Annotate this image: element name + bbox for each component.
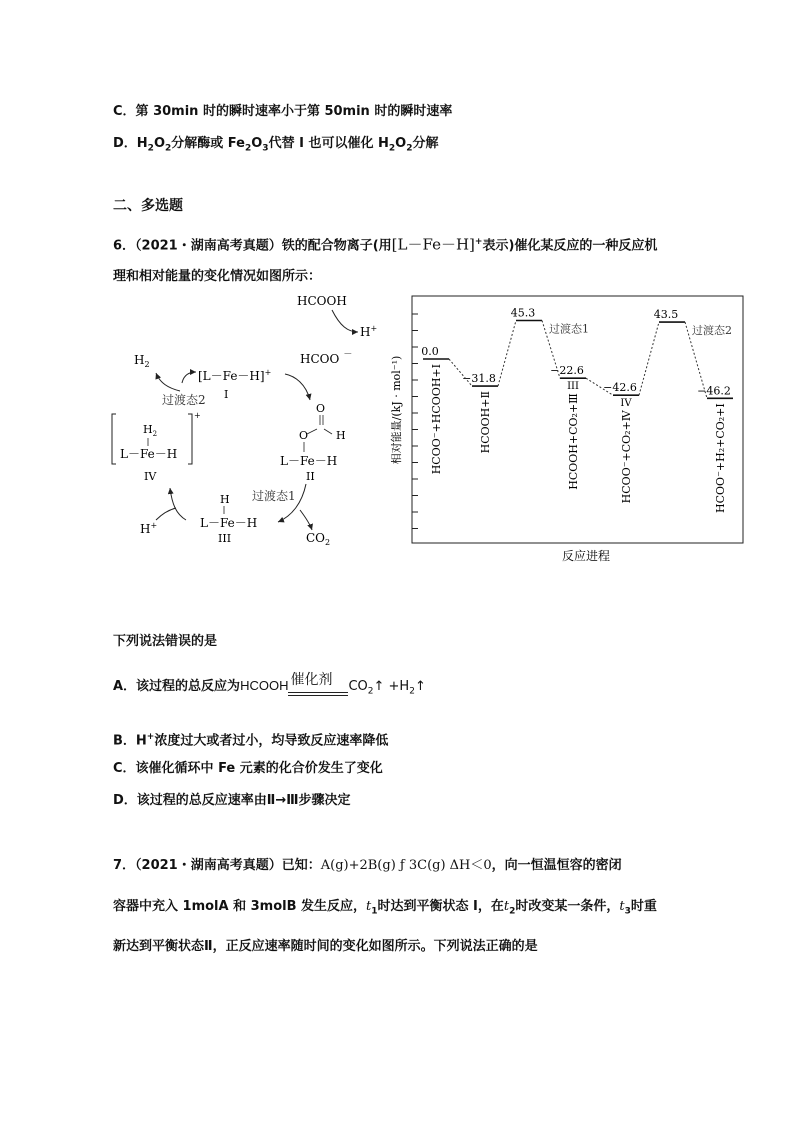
species-3-lfeh: L－Fe－H — [200, 516, 258, 530]
species-4-h2: $H_2$ — [143, 423, 158, 438]
energy-value-label: −46.2 — [697, 384, 731, 398]
stem-text: 时改变某一条件， — [515, 899, 620, 914]
path-connector — [639, 322, 659, 395]
q6-stem-line1 — [113, 233, 657, 255]
stem-text: 容器中充入 1molA 和 3molB 发生反应， — [113, 899, 367, 914]
catalyst-label: 催化剂 — [290, 671, 333, 688]
t1-symbol: t — [366, 899, 372, 914]
species-2-h: H — [336, 429, 346, 442]
species-label: HCOO⁻+H₂+CO₂+Ⅰ — [714, 403, 727, 513]
q6-option-a — [113, 671, 426, 701]
x-axis-label: 反应进程 — [561, 549, 611, 563]
option-text: 浓度过大或者过小，均导致反应速率降低 — [154, 733, 389, 749]
sub: 2 — [165, 143, 172, 154]
reactant: HCOOH — [240, 678, 289, 693]
q6-prompt: 下列说法错误的是 — [113, 634, 218, 649]
hcooh-label: HCOOH — [297, 294, 347, 308]
species-4-lfeh: L－Fe－H — [120, 447, 178, 461]
text-part: 分解 — [412, 136, 439, 151]
stem-text: 6．（2021・湖南高考真题）铁的配合物离子(用 — [113, 238, 392, 254]
co2-release-arrow — [300, 510, 312, 530]
eq-line-top — [288, 692, 348, 693]
stem-text: 时达到平衡状态 I，在 — [377, 899, 504, 914]
species-label: HCOO⁻+CO₂+Ⅳ — [620, 410, 633, 504]
sup: + — [146, 732, 155, 742]
ts1-label-cycle: 过渡态1 — [252, 489, 296, 503]
q6-option-d: D．该过程的总反应速率由Ⅱ→Ⅲ步骤决定 — [113, 793, 351, 808]
equilibrium-equation: A(g)+2B(g) ƒ 3C(g) ΔH＜0 — [320, 858, 492, 873]
t3-symbol: t — [619, 899, 625, 914]
co2-label: $CO_2$ — [306, 531, 331, 547]
energy-value-label: 0.0 — [421, 345, 439, 358]
species-4-number: IV — [144, 470, 157, 483]
energy-value-label: −22.6 — [550, 364, 584, 378]
q7-line2 — [113, 898, 657, 921]
stem-text: 表示)催化某反应的一种反应机 — [482, 238, 658, 254]
species-label: HCOO⁻+HCOOH+Ⅰ — [430, 364, 443, 475]
text-part: O — [153, 136, 165, 151]
bond — [307, 429, 317, 434]
product-plus: ↑ +H — [373, 679, 410, 694]
species-1-number: I — [224, 388, 229, 401]
gas-arrow: ↑ — [414, 679, 426, 694]
y-ticks — [412, 314, 418, 529]
energy-value-label: 43.5 — [653, 308, 679, 322]
option-text: A．该过程的总反应为 — [113, 679, 241, 694]
species-2-lfeh: L－Fe－H — [280, 454, 338, 468]
sub: 1 — [371, 906, 378, 917]
bond — [324, 429, 332, 434]
sub: 2 — [509, 906, 516, 917]
cycle-arrow-iii-to-iv — [170, 488, 186, 520]
species-2-o-mid: O — [299, 429, 309, 442]
q6-option-c: C．该催化循环中 Fe 元素的化合价发生了变化 — [113, 761, 383, 776]
species-label: HCOOH+CO₂+Ⅲ — [567, 393, 580, 490]
sub: 2 — [244, 143, 252, 154]
q6-option-b — [113, 728, 388, 750]
transition-state-label: 过渡态1 — [549, 322, 589, 336]
sub: 2 — [409, 686, 415, 697]
path-connector — [498, 320, 516, 386]
section-title: 二、多选题 — [113, 198, 183, 214]
intermediate-number: IV — [620, 398, 632, 410]
option-text: B．H — [113, 733, 147, 749]
sub: 2 — [388, 143, 396, 154]
bracket-left — [112, 414, 116, 464]
intermediate-number: III — [567, 381, 579, 393]
h2-label: $H_2$ — [134, 353, 150, 369]
formate-label: HCOO － — [300, 350, 353, 366]
transition-state-label: 过渡态2 — [692, 324, 732, 338]
text-part: 也可以催化 H — [308, 136, 389, 151]
energy-value-label: −31.8 — [462, 372, 496, 386]
energy-value-label: −42.6 — [603, 381, 637, 395]
reaction-equation — [240, 671, 426, 701]
energy-value-label: 45.3 — [510, 306, 536, 320]
ts2-label-cycle: 过渡态2 — [162, 393, 206, 407]
eq-line-bottom — [288, 695, 348, 696]
deprotonation-arrow — [332, 310, 358, 332]
sub: 2 — [147, 143, 154, 154]
prev-option-d — [113, 135, 438, 158]
text-part: 分解酶或 Fe — [171, 136, 245, 151]
text-part: 代替 I — [268, 136, 304, 151]
stem-text: 7．（2021・湖南高考真题）已知： — [113, 858, 321, 873]
h2-release-arrow — [156, 373, 180, 391]
y-axis-label: 相对能量/(kJ · mol⁻¹) — [390, 355, 403, 465]
sub: 2 — [406, 143, 413, 154]
q7-line3: 新达到平衡状态Ⅱ，正反应速率随时间的变化如图所示。下列说法正确的是 — [113, 939, 538, 954]
bracket-right — [188, 414, 192, 464]
species-2-o-top: O — [316, 402, 326, 415]
text-part: O — [395, 136, 407, 151]
sup: + — [474, 237, 483, 247]
energy-profile-diagram — [370, 290, 750, 566]
hplus-top-label: H+ — [360, 324, 378, 339]
species-1-label: [L－Fe－H]+ — [198, 368, 272, 383]
prev-option-c: C．第 30min 时的瞬时速率小于第 50min 时的瞬时速率 — [113, 104, 453, 119]
energy-levels — [421, 306, 733, 512]
cycle-arrow-iv-to-i — [182, 372, 196, 383]
equals-catalyst — [288, 671, 348, 701]
sub: 2 — [367, 686, 374, 697]
species-2-number: II — [306, 470, 315, 483]
product-co2: CO — [348, 679, 368, 694]
species-4-charge: + — [194, 411, 201, 420]
species-label: HCOOH+Ⅱ — [479, 391, 492, 454]
text-part: D．H — [113, 136, 148, 151]
stem-text: 时重 — [630, 899, 657, 914]
species-3-h: H — [220, 493, 230, 506]
species-3-number: III — [218, 532, 232, 545]
cycle-arrow-i-to-ii — [285, 374, 310, 400]
catalytic-cycle-diagram — [110, 288, 410, 550]
q6-stem-line2: 理和相对能量的变化情况如图所示： — [113, 269, 322, 284]
sub: 3 — [624, 906, 631, 917]
t2-symbol: t — [503, 899, 510, 914]
hplus-bottom-label: H+ — [140, 521, 158, 536]
complex-ion: [L－Fe－H] — [391, 235, 475, 254]
text-part: O — [251, 136, 263, 151]
proton-uptake-arrow — [156, 508, 176, 520]
sub: 3 — [262, 143, 269, 154]
stem-text: ，向一恒温恒容的密闭 — [491, 858, 622, 873]
q7-line1 — [113, 857, 622, 875]
